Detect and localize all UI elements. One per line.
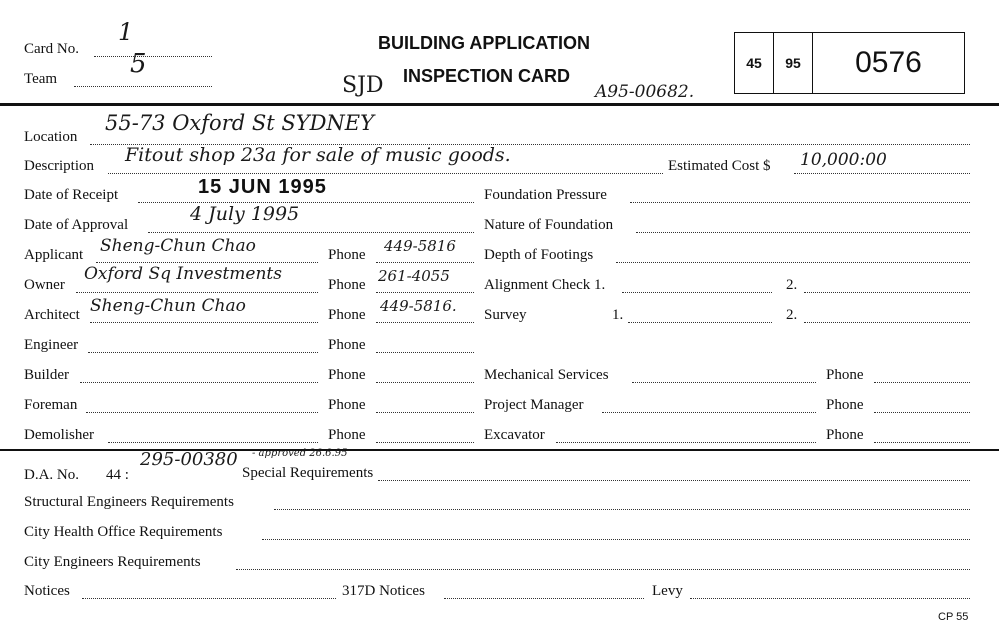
description-label: Description	[24, 158, 94, 174]
foundation-pressure-label: Foundation Pressure	[484, 187, 607, 203]
applicant-label: Applicant	[24, 247, 84, 263]
foreman-phone-label: Phone	[328, 397, 366, 413]
architect-line	[90, 322, 318, 323]
date-approval-label: Date of Approval	[24, 217, 129, 233]
form-code: CP 55	[938, 611, 969, 623]
owner-value: Oxford Sq Investments	[84, 264, 282, 284]
notices-line	[82, 598, 336, 599]
survey-label: Survey	[484, 307, 527, 323]
date-receipt-line	[138, 202, 474, 203]
applicant-phone-label: Phone	[328, 247, 366, 263]
special-requirements-label: Special Requirements	[242, 465, 374, 481]
levy-line	[690, 598, 970, 599]
project-manager-phone-line	[874, 412, 970, 413]
date-approval-line	[148, 232, 474, 233]
owner-phone-label: Phone	[328, 277, 366, 293]
location-value: 55-73 Oxford St SYDNEY	[105, 111, 375, 135]
architect-phone-line	[376, 322, 474, 323]
demolisher-line	[108, 442, 318, 443]
foundation-pressure-line	[630, 202, 970, 203]
foreman-label: Foreman	[24, 397, 78, 413]
engineer-phone-line	[376, 352, 474, 353]
demolisher-phone-line	[376, 442, 474, 443]
da-no-prefix: 44 :	[106, 467, 129, 483]
mechanical-phone-label: Phone	[826, 367, 864, 383]
nature-foundation-label: Nature of Foundation	[484, 217, 614, 233]
owner-phone-value: 261-4055	[378, 267, 450, 285]
estimated-cost-value: 10,000:00	[800, 150, 887, 170]
nature-foundation-line	[636, 232, 970, 233]
owner-phone-line	[376, 292, 474, 293]
application-number: A95-00682.	[595, 82, 695, 102]
health-requirements-line	[262, 539, 970, 540]
engineer-phone-label: Phone	[328, 337, 366, 353]
da-approval-note: - approved 26.6.95	[252, 448, 348, 459]
architect-phone-label: Phone	[328, 307, 366, 323]
architect-value: Sheng-Chun Chao	[90, 296, 246, 316]
architect-phone-value: 449-5816.	[380, 297, 457, 315]
header-divider	[0, 103, 999, 106]
mechanical-services-line	[632, 382, 816, 383]
project-manager-label: Project Manager	[484, 397, 584, 413]
foreman-phone-line	[376, 412, 474, 413]
alignment-check-line-2	[804, 292, 970, 293]
notices-label: Notices	[24, 583, 70, 599]
special-requirements-line	[378, 480, 970, 481]
architect-label: Architect	[24, 307, 80, 323]
da-no-label: D.A. No.	[24, 467, 79, 483]
card-no-line	[94, 56, 212, 57]
levy-label: Levy	[652, 583, 683, 599]
engineer-label: Engineer	[24, 337, 79, 353]
owner-line	[76, 292, 318, 293]
builder-phone-label: Phone	[328, 367, 366, 383]
description-value: Fitout shop 23a for sale of music goods.	[125, 144, 511, 166]
city-engineers-label: City Engineers Requirements	[24, 554, 201, 570]
demolisher-phone-label: Phone	[328, 427, 366, 443]
builder-line	[80, 382, 318, 383]
excavator-line	[556, 442, 816, 443]
excavator-label: Excavator	[484, 427, 545, 443]
depth-footings-label: Depth of Footings	[484, 247, 594, 263]
card-no-label: Card No.	[24, 41, 79, 57]
depth-footings-line	[616, 262, 970, 263]
date-approval-value: 4 July 1995	[190, 203, 300, 225]
form-title-line2: INSPECTION CARD	[403, 66, 571, 86]
ref-box-number: 0576	[855, 46, 922, 79]
project-manager-phone-label: Phone	[826, 397, 864, 413]
team-label: Team	[24, 71, 58, 87]
reference-box	[734, 32, 965, 94]
date-receipt-label: Date of Receipt	[24, 187, 119, 203]
mechanical-phone-line	[874, 382, 970, 383]
builder-phone-line	[376, 382, 474, 383]
date-receipt-stamp: 15 JUN 1995	[198, 176, 327, 198]
form-title-line1: BUILDING APPLICATION	[378, 33, 590, 53]
excavator-phone-label: Phone	[826, 427, 864, 443]
mechanical-services-label: Mechanical Services	[484, 367, 609, 383]
location-label: Location	[24, 129, 78, 145]
alignment-check-label: Alignment Check 1.	[484, 277, 606, 293]
da-no-value: 295-00380	[140, 449, 238, 470]
structural-requirements-label: Structural Engineers Requirements	[24, 494, 234, 510]
team-line	[74, 86, 212, 87]
ref-box-95: 95	[774, 33, 813, 93]
estimated-cost-line	[794, 173, 970, 174]
survey-1-label: 1.	[612, 307, 624, 323]
description-line	[108, 173, 663, 174]
applicant-phone-line	[376, 262, 474, 263]
alignment-check-line-1	[622, 292, 772, 293]
alignment-check-2-label: 2.	[786, 277, 798, 293]
survey-2-label: 2.	[786, 307, 798, 323]
estimated-cost-label: Estimated Cost $	[668, 158, 771, 174]
notices-317d-line	[444, 598, 644, 599]
inspector-initials: SJD	[342, 73, 384, 98]
health-requirements-label: City Health Office Requirements	[24, 524, 223, 540]
engineer-line	[88, 352, 318, 353]
survey-line-1	[628, 322, 772, 323]
city-engineers-line	[236, 569, 970, 570]
project-manager-line	[602, 412, 816, 413]
ref-box-year: 45	[735, 33, 774, 93]
applicant-phone-value: 449-5816	[384, 237, 456, 255]
team-value: 5	[130, 49, 147, 79]
applicant-line	[96, 262, 318, 263]
excavator-phone-line	[874, 442, 970, 443]
notices-317d-label: 317D Notices	[342, 583, 425, 599]
structural-requirements-line	[274, 509, 970, 510]
demolisher-label: Demolisher	[24, 427, 94, 443]
survey-line-2	[804, 322, 970, 323]
applicant-value: Sheng-Chun Chao	[100, 236, 256, 256]
card-no-value: 1	[118, 18, 134, 46]
builder-label: Builder	[24, 367, 69, 383]
foreman-line	[86, 412, 318, 413]
owner-label: Owner	[24, 277, 65, 293]
